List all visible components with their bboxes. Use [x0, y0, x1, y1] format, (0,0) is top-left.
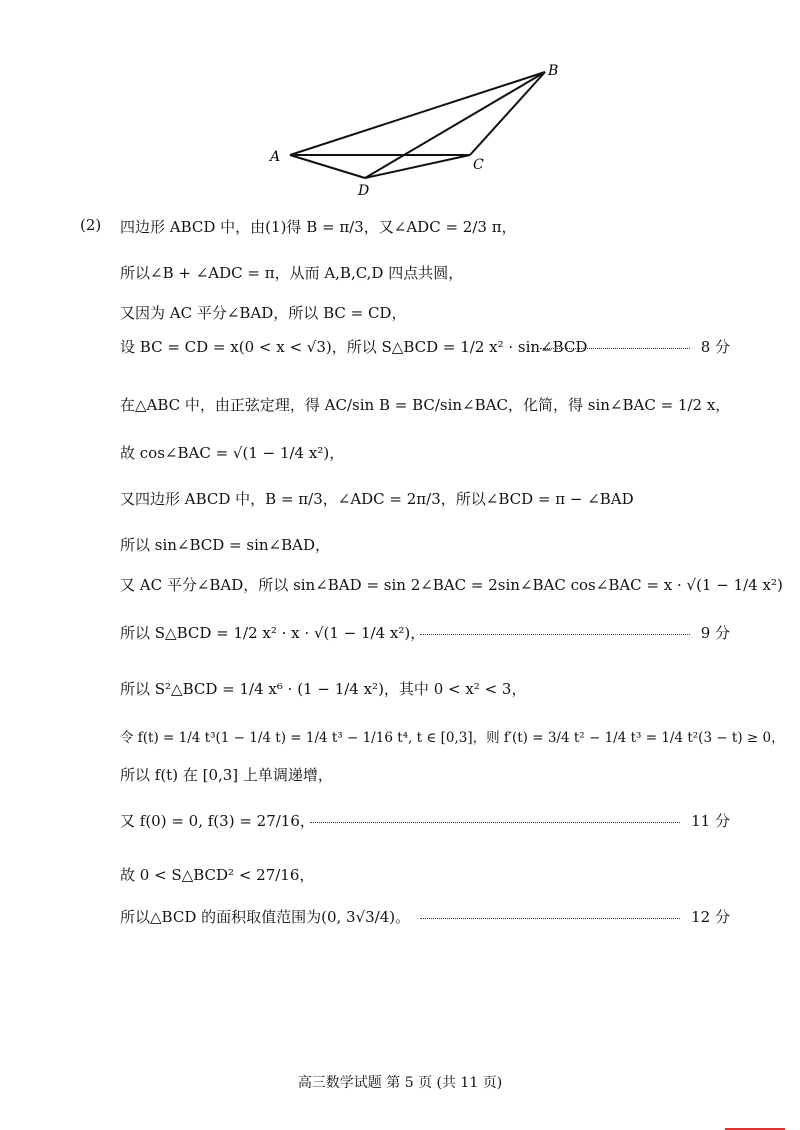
line-text: 所以 S△BCD = 1/2 x² · x · √(1 − 1/4 x²)，: [120, 624, 426, 642]
solution-line-5: [0, 394, 800, 434]
score-11: 11 分: [691, 812, 730, 830]
part-label: (2): [80, 216, 102, 234]
point-a-label: A: [270, 149, 281, 165]
point-b-label: B: [548, 63, 559, 79]
dot-leader: [420, 918, 680, 919]
line-text: 又因为 AC 平分∠BAD，所以 BC = CD，: [120, 304, 407, 322]
solution-line-16: [0, 906, 800, 946]
score-8: 8 分: [700, 338, 730, 356]
solution-line-7: [0, 488, 800, 528]
line-text: 故 cos∠BAC = √(1 − 1/4 x²)，: [120, 444, 345, 462]
score-9: 9 分: [700, 624, 730, 642]
point-d-label: D: [358, 183, 370, 199]
line-text: 所以△BCD 的面积取值范围为(0, 3√3/4)。: [120, 908, 411, 926]
point-c-label: C: [473, 157, 484, 173]
dot-leader: [420, 634, 690, 635]
solution-line-4: [0, 336, 800, 376]
solution-line-12: [0, 726, 800, 766]
solution-line-1: [0, 216, 800, 256]
line-text: 故 0 < S△BCD² < 27/16，: [120, 866, 315, 884]
dot-leader: [540, 348, 690, 349]
line-text: 所以 S²△BCD = 1/4 x⁶ · (1 − 1/4 x²)，其中 0 < x² < 3，: [120, 680, 527, 698]
solution-line-11: [0, 678, 800, 718]
segment-dc: [365, 155, 470, 178]
page-footer: 高三数学试题 第 5 页 (共 11 页): [297, 1075, 503, 1091]
line-text: 所以∠B + ∠ADC = π，从而 A,B,C,D 四点共圆，: [120, 264, 464, 282]
score-12: 12 分: [691, 908, 730, 926]
line-text: 四边形 ABCD 中，由(1)得 B = π/3，又∠ADC = 2/3 π，: [120, 218, 517, 236]
solution-line-9: [0, 574, 800, 614]
geometry-figure: [260, 60, 580, 210]
line-text: 又四边形 ABCD 中，B = π/3，∠ADC = 2π/3，所以∠BCD = π − ∠BAD: [120, 490, 634, 508]
line-text: 在△ABC 中，由正弦定理，得 AC/sin B = BC/sin∠BAC，化简，得 sin∠BAC = 1/2 x，: [120, 396, 731, 414]
line-text: 设 BC = CD = x(0 < x < √3)，所以 S△BCD = 1/2 x² · sin∠BCD: [120, 338, 588, 356]
segment-db: [365, 72, 545, 178]
line-text: 令 f(t) = 1/4 t³(1 − 1/4 t) = 1/4 t³ − 1/16 t⁴, t ∈ [0,3]，则 f′(t) = 3/4 t² − 1/4 t³ = 1/4 t²(3 − t) ≥ 0，: [120, 730, 785, 746]
solution-line-13: [0, 764, 800, 804]
line-text: 所以 f(t) 在 [0,3] 上单调递增，: [120, 766, 333, 784]
dot-leader: [310, 822, 680, 823]
solution-line-8: [0, 534, 800, 574]
solution-line-10: [0, 622, 800, 662]
quadrilateral-diagram: [260, 60, 580, 210]
line-text: 又 AC 平分∠BAD，所以 sin∠BAD = sin 2∠BAC = 2sin∠BAC cos∠BAC = x · √(1 − 1/4 x²): [120, 576, 783, 594]
line-text: 所以 sin∠BCD = sin∠BAD，: [120, 536, 331, 554]
segment-ad: [290, 155, 365, 178]
solution-line-15: [0, 864, 800, 904]
solution-line-6: [0, 442, 800, 482]
solution-line-14: [0, 810, 800, 850]
solution-line-2: [0, 262, 800, 302]
line-text: 又 f(0) = 0, f(3) = 27/16，: [120, 812, 315, 830]
